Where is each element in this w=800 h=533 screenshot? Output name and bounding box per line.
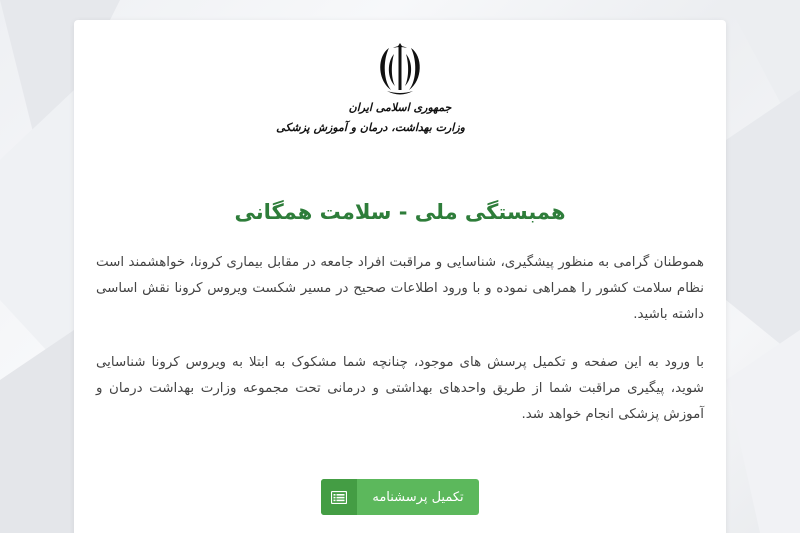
complete-questionnaire-label: تکمیل پرسشنامه [372,489,464,505]
main-card [74,20,726,533]
page-title: همبستگی ملی - سلامت همگانی [234,200,566,224]
logo-text-republic: جمهوری اسلامی ایران [348,101,452,114]
intro-paragraph: هموطنان گرامی به منظور پیشگیری، شناسایی و مراقبت افراد جامعه در مقابل بیماری کرونا، خواهشمند است نظام سلامت کشور را همراهی نموده و با ورود اطلاعات صحیح در مسیر شکست ویروس کرونا نقش اساسی داشته باشید. [96,255,704,322]
iran-emblem-icon [373,42,427,98]
ministry-logo [276,42,465,172]
complete-questionnaire-button[interactable] [321,479,479,515]
form-list-icon [321,479,357,515]
info-paragraph: با ورود به این صفحه و تکمیل پرسش های موجود، چنانچه شما مشکوک به ابتلا به ویروس کرونا شناسایی شوید، پیگیری مراقبت شما از طریق واحدهای بهداشتی و درمانی تحت مجموعه وزارت بهداشت درمان و آموزش پزشکی انجام خواهد شد. [96,355,704,422]
logo-text-ministry: وزارت بهداشت، درمان و آموزش پزشکی [276,121,465,134]
